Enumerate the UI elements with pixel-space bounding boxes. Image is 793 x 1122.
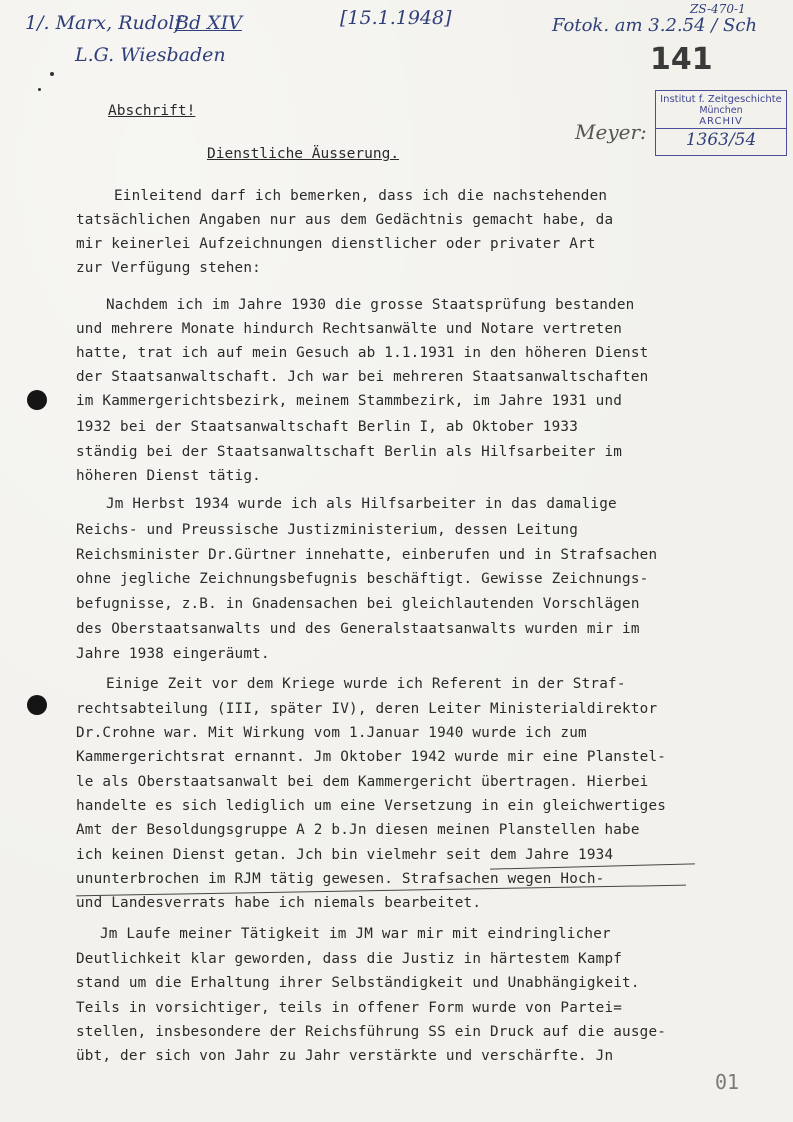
body-line: stand um die Erhaltung ihrer Selbständigkeit und Unabhängigkeit. [76, 975, 640, 991]
body-line: und mehrere Monate hindurch Rechtsanwälte und Notare vertreten [76, 321, 623, 337]
body-line: Jm Laufe meiner Tätigkeit im JM war mir mit eindringlicher [100, 926, 611, 942]
handwritten-case-note: 1/. Marx, Rudolf [25, 12, 182, 34]
body-line: übt, der sich von Jahr zu Jahr verstärkte und verschärfte. Jn [76, 1048, 614, 1064]
body-line: höheren Dienst tätig. [76, 468, 261, 484]
body-line: rechtsabteilung (III, später IV), deren Leiter Ministerialdirektor [76, 701, 658, 717]
body-line: handelte es sich lediglich um eine Versetzung in ein gleichwertiges [76, 798, 667, 814]
body-line: Jahre 1938 eingeräumt. [76, 646, 270, 662]
body-line: des Oberstaatsanwalts und des Generalstaatsanwalts wurden mir im [76, 621, 640, 637]
body-line: und Landesverrats habe ich niemals bearbeitet. [76, 895, 482, 911]
document-title: Dienstliche Äusserung. [207, 146, 400, 162]
body-line: Reichs- und Preussische Justizministerium, dessen Leitung [76, 522, 579, 538]
body-line: ständig bei der Staatsanwaltschaft Berlin als Hilfsarbeiter im [76, 444, 623, 460]
handwritten-underline [490, 863, 695, 869]
body-line: Einleitend darf ich bemerken, dass ich die nachstehenden [114, 188, 608, 204]
body-line: ununterbrochen im RJM tätig gewesen. Strafsachen wegen Hoch- [76, 871, 605, 887]
body-line: der Staatsanwaltschaft. Jch war bei mehreren Staatsanwaltschaften [76, 369, 649, 385]
stamp-institute: Institut f. Zeitgeschichte [660, 94, 782, 105]
body-line: befugnisse, z.B. in Gnadensachen bei gleichlautenden Vorschlägen [76, 596, 640, 612]
handwritten-reference: ZS-470-1 [690, 2, 746, 16]
body-line: 1932 bei der Staatsanwaltschaft Berlin I, ab Oktober 1933 [76, 419, 579, 435]
body-line: stellen, insbesondere der Reichsführung SS ein Druck auf die ausge- [76, 1024, 667, 1040]
handwritten-folio-number: 141 [650, 42, 713, 77]
body-line: Jm Herbst 1934 wurde ich als Hilfsarbeiter in das damalige [106, 496, 617, 512]
body-line: mir keinerlei Aufzeichnungen dienstlicher oder privater Art [76, 236, 596, 252]
stamp-number: 1363/54 [685, 130, 757, 150]
decorative-dot [38, 88, 41, 91]
body-line: Reichsminister Dr.Gürtner innehatte, einberufen und in Strafsachen [76, 547, 658, 563]
body-line: Einige Zeit vor dem Kriege wurde ich Referent in der Straf- [106, 676, 626, 692]
handwritten-marginal-name: Meyer: [575, 120, 647, 144]
punch-hole-bottom [27, 695, 47, 715]
body-line: Teils in vorsichtiger, teils in offener Form wurde von Partei= [76, 1000, 623, 1016]
body-line: im Kammergerichtsbezirk, meinem Stammbezirk, im Jahre 1931 und [76, 393, 623, 409]
page-number: 01 [715, 1070, 740, 1094]
copy-label: Abschrift! [108, 103, 196, 119]
body-line: Amt der Besoldungsgruppe A 2 b.Jn diesen meinen Planstellen habe [76, 822, 640, 838]
body-line: hatte, trat ich auf mein Gesuch ab 1.1.1931 in den höheren Dienst [76, 345, 649, 361]
handwritten-date: [15.1.1948] [340, 7, 452, 29]
body-line: zur Verfügung stehen: [76, 260, 261, 276]
handwritten-volume-note: Bd XIV [175, 12, 242, 34]
punch-hole-top [27, 390, 47, 410]
body-line: Dr.Crohne war. Mit Wirkung vom 1.Januar 1940 wurde ich zum [76, 725, 587, 741]
body-line: tatsächlichen Angaben nur aus dem Gedächtnis gemacht habe, da [76, 212, 614, 228]
body-line: Nachdem ich im Jahre 1930 die grosse Staatsprüfung bestanden [106, 297, 635, 313]
handwritten-photocopy-note: Fotok. am 3.2.54 / Sch [552, 15, 758, 36]
handwritten-court-note: L.G. Wiesbaden [75, 44, 226, 66]
body-line: Kammergerichtsrat ernannt. Jm Oktober 1942 wurde mir eine Planstel- [76, 749, 667, 765]
body-line: le als Oberstaatsanwalt bei dem Kammergericht übertragen. Hierbei [76, 774, 649, 790]
body-line: ich keinen Dienst getan. Jch bin vielmehr seit dem Jahre 1934 [76, 847, 614, 863]
stamp-archive: ARCHIV [656, 116, 786, 129]
body-line: ohne jegliche Zeichnungsbefugnis beschäftigt. Gewisse Zeichnungs- [76, 571, 649, 587]
decorative-dot [50, 72, 54, 76]
stamp-city: München [699, 105, 743, 116]
body-line: Deutlichkeit klar geworden, dass die Justiz in härtestem Kampf [76, 951, 623, 967]
archive-stamp [655, 90, 787, 156]
